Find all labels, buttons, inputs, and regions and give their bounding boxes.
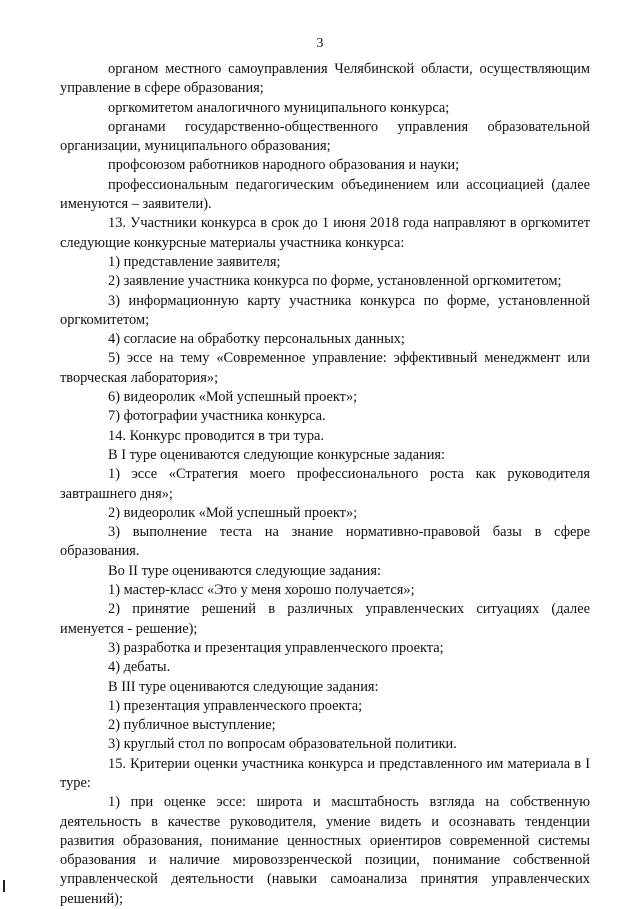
list-item: 6) видеоролик «Мой успешный проект»; [108, 389, 358, 406]
list-item: 1) эссе «Стратегия моего профессионального роста как руководителя завтрашнего дня»; [60, 466, 590, 502]
list-item: 3) круглый стол по вопросам образовательной политики. [108, 736, 457, 753]
list-item: 5) эссе на тему «Современное управление: эффективный менеджмент или творческая лаборатория»; [60, 350, 590, 386]
paragraph: оргкомитетом аналогичного муниципального конкурса; [108, 99, 450, 116]
document-body [60, 60, 590, 909]
list-item: 3) выполнение теста на знание нормативно-правовой базы в сфере образования. [60, 524, 590, 560]
list-item: 3) информационную карту участника конкурса по форме, установленной оргкомитетом; [60, 292, 590, 328]
paragraph: Во II туре оцениваются следующие задания: [108, 562, 381, 579]
list-item: 7) фотографии участника конкурса. [108, 408, 326, 425]
list-item: 1) мастер-класс «Это у меня хорошо получается»; [108, 582, 415, 599]
list-item: 3) разработка и презентация управленческого проекта; [108, 639, 444, 656]
list-item: 4) согласие на обработку персональных данных; [108, 331, 405, 348]
paragraph: профсоюзом работников народного образования и науки; [108, 157, 460, 174]
list-item: 4) дебаты. [108, 659, 171, 676]
list-item: 2) заявление участника конкурса по форме, установленной оргкомитетом; [108, 273, 562, 290]
list-item: 2) публичное выступление; [108, 717, 276, 734]
page-number: 3 [316, 36, 324, 51]
scan-margin-mark [3, 880, 5, 892]
paragraph: 15. Критерии оценки участника конкурса и представленного им материала в I туре: [60, 755, 590, 791]
paragraph: 14. Конкурс проводится в три тура. [108, 427, 325, 444]
paragraph: В III туре оцениваются следующие задания: [108, 678, 379, 695]
paragraph: 13. Участники конкурса в срок до 1 июня 2018 года направляют в оргкомитет следующие конкурсные материалы участника конкурса: [60, 215, 590, 251]
paragraph: В I туре оцениваются следующие конкурсные задания: [108, 446, 446, 463]
list-item: 1) при оценке эссе: широта и масштабность взгляда на собственную деятельность в качестве руководителя, умение видеть и осознавать тенденции развития образования, понимание ценностных ориентиров современной системы образования и наличие мировоззренческой позиции, понимание собственной управленческой деятельности (навыки самоанализа принятия управленческих решений); [60, 794, 590, 907]
paragraph: профессиональным педагогическим объединением или ассоциацией (далее именуются – заявители). [60, 176, 590, 213]
list-item: 1) презентация управленческого проекта; [108, 697, 363, 714]
list-item: 1) представление заявителя; [108, 253, 281, 270]
paragraph: органами государственно-общественного управления образовательной организации, муниципального образования; [60, 118, 590, 155]
list-item: 2) видеоролик «Мой успешный проект»; [108, 504, 358, 521]
paragraph: органом местного самоуправления Челябинской области, осуществляющим управление в сфере образования; [60, 61, 590, 97]
list-item: 2) принятие решений в различных управленческих ситуациях (далее именуется - решение); [60, 601, 590, 637]
